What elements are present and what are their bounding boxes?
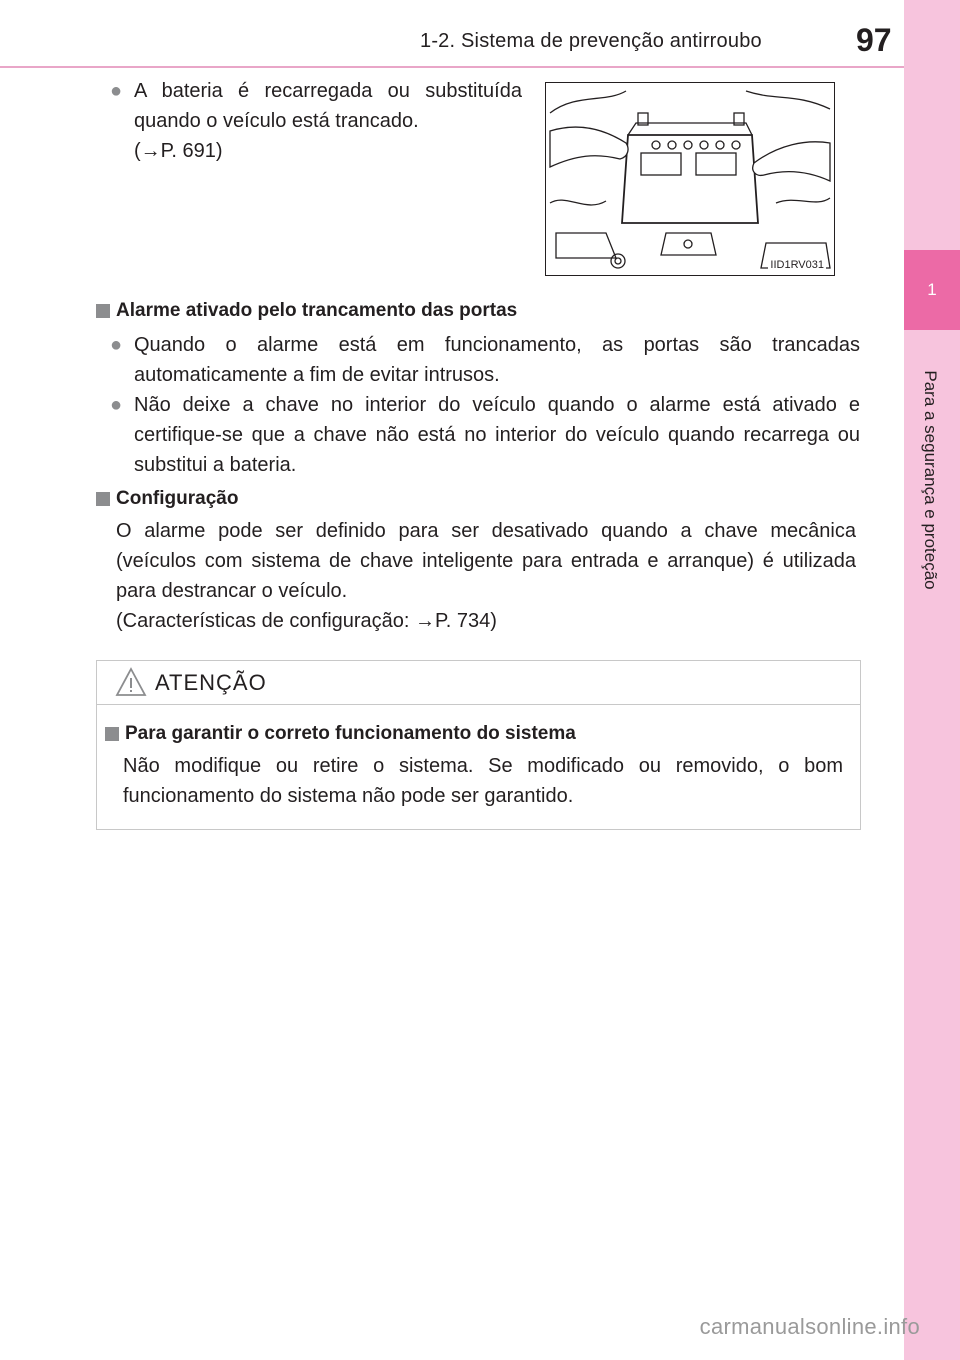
heading-square-icon xyxy=(105,727,119,741)
alarm-heading xyxy=(96,296,517,326)
config-reference: (Características de configuração: →P. 734) xyxy=(116,610,497,632)
section-title: 1-2. Sistema de prevenção antirroubo xyxy=(420,30,762,52)
side-chapter-strip xyxy=(904,0,960,1360)
figure-code: IID1RV031 xyxy=(770,259,824,271)
config-heading-text: Configuração xyxy=(116,488,239,509)
watermark: carmanualsonline.info xyxy=(699,1314,920,1339)
alarm-bullet-1-text: Quando o alarme está em funcionamento, as portas são trancadas automaticamente a fim de evitar intrusos. xyxy=(134,334,860,386)
warning-heading-text: Para garantir o correto funcionamento do sistema xyxy=(125,723,576,744)
chapter-number-tab[interactable] xyxy=(904,250,960,330)
warning-box xyxy=(96,660,861,830)
alarm-bullet-2-text: Não deixe a chave no interior do veículo quando o alarme está ativado e certifique-se que a chave não está no interior do veículo quando recarrega ou substitui a bateria. xyxy=(134,394,860,476)
alarm-bullet-1 xyxy=(110,330,860,390)
battery-illustration xyxy=(545,82,835,276)
warning-heading xyxy=(105,719,576,749)
chapter-title: Para a segurança e proteção xyxy=(921,370,940,590)
page-number: 97 xyxy=(856,22,892,58)
intro-bullet-reference: (→P. 691) xyxy=(134,140,223,162)
chapter-number: 1 xyxy=(927,280,937,299)
bullet-icon: ● xyxy=(110,80,123,102)
alarm-heading-text: Alarme ativado pelo trancamento das portas xyxy=(116,300,518,321)
intro-bullet xyxy=(110,76,522,166)
bullet-icon: ● xyxy=(110,394,123,416)
bullet-icon: ● xyxy=(110,334,123,356)
config-heading xyxy=(96,484,238,514)
battery-drawing xyxy=(546,83,834,275)
warning-title: ATENÇÃO xyxy=(155,670,267,695)
warning-text: Não modifique ou retire o sistema. Se modificado ou removido, o bom funcionamento do sistema não pode ser garantido. xyxy=(123,755,843,807)
intro-bullet-text: A bateria é recarregada ou substituída quando o veículo está trancado. xyxy=(134,80,522,132)
alarm-bullet-2 xyxy=(110,390,860,480)
warning-triangle-icon xyxy=(115,667,147,697)
header-divider xyxy=(0,66,904,68)
heading-square-icon xyxy=(96,304,110,318)
config-paragraph: O alarme pode ser definido para ser desativado quando a chave mecânica (veículos com sistema de chave inteligente para entrada e arranque) é utilizada para destrancar o veículo. xyxy=(116,520,856,602)
heading-square-icon xyxy=(96,492,110,506)
warning-header xyxy=(97,661,860,705)
